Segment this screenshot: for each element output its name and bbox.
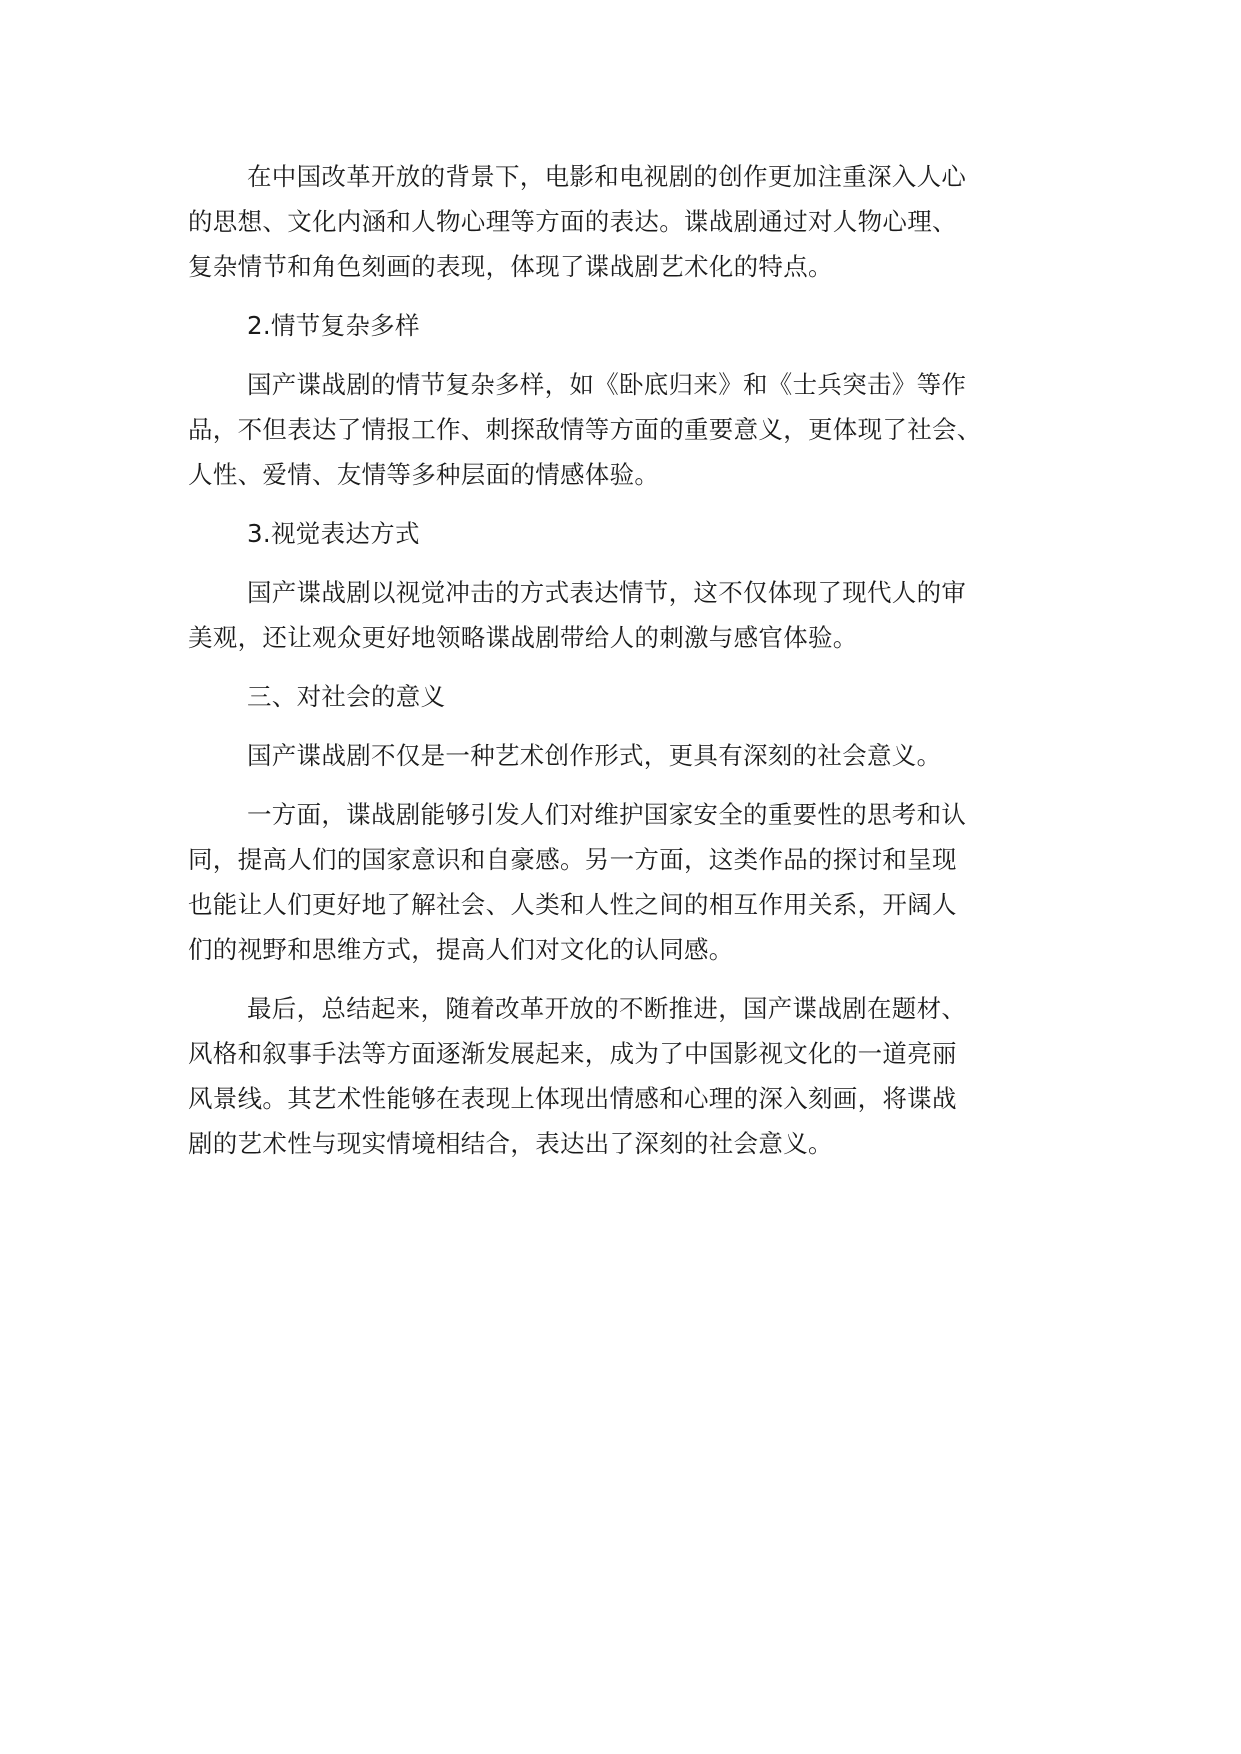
text-line: 一方面，谍战剧能够引发人们对维护国家安全的重要性的思考和认 [247,800,967,829]
para-visual-expression [188,570,1068,660]
para-complex-plot [188,362,1068,497]
text-line: 剧的艺术性与现实情境相结合，表达出了深刻的社会意义。 [188,1129,833,1158]
document-body [188,154,1068,1180]
text-line: 风景线。其艺术性能够在表现上体现出情感和心理的深入刻画，将谍战 [188,1084,957,1113]
text-line: 国产谍战剧不仅是一种艺术创作形式，更具有深刻的社会意义。 [247,741,942,770]
text-line: 2.情节复杂多样 [247,311,420,340]
heading-social-significance [188,674,1068,719]
text-line: 国产谍战剧的情节复杂多样，如《卧底归来》和《士兵突击》等作 [247,370,967,399]
text-line: 三、对社会的意义 [247,682,446,711]
text-line: 复杂情节和角色刻画的表现，体现了谍战剧艺术化的特点。 [188,252,833,281]
text-line: 最后，总结起来，随着改革开放的不断推进，国产谍战剧在题材、 [247,994,967,1023]
text-line: 国产谍战剧以视觉冲击的方式表达情节，这不仅体现了现代人的审 [247,578,967,607]
text-line: 的思想、文化内涵和人物心理等方面的表达。谍战剧通过对人物心理、 [188,207,957,236]
para-national-security [188,792,1068,972]
text-line: 3.视觉表达方式 [247,519,420,548]
para-conclusion [188,986,1068,1166]
text-line: 也能让人们更好地了解社会、人类和人性之间的相互作用关系，开阔人 [188,890,957,919]
heading-visual-expression [188,511,1068,556]
text-line: 们的视野和思维方式，提高人们对文化的认同感。 [188,935,734,964]
text-line: 人性、爱情、友情等多种层面的情感体验。 [188,460,660,489]
para-social-intro [188,733,1068,778]
text-line: 风格和叙事手法等方面逐渐发展起来，成为了中国影视文化的一道亮丽 [188,1039,957,1068]
para-reform-context [188,154,1068,289]
text-line: 在中国改革开放的背景下，电影和电视剧的创作更加注重深入人心 [247,162,967,191]
heading-complex-plot [188,303,1068,348]
text-line: 同，提高人们的国家意识和自豪感。另一方面，这类作品的探讨和呈现 [188,845,957,874]
text-line: 美观，还让观众更好地领略谍战剧带给人的刺激与感官体验。 [188,623,858,652]
text-line: 品，不但表达了情报工作、刺探敌情等方面的重要意义，更体现了社会、 [188,415,982,444]
